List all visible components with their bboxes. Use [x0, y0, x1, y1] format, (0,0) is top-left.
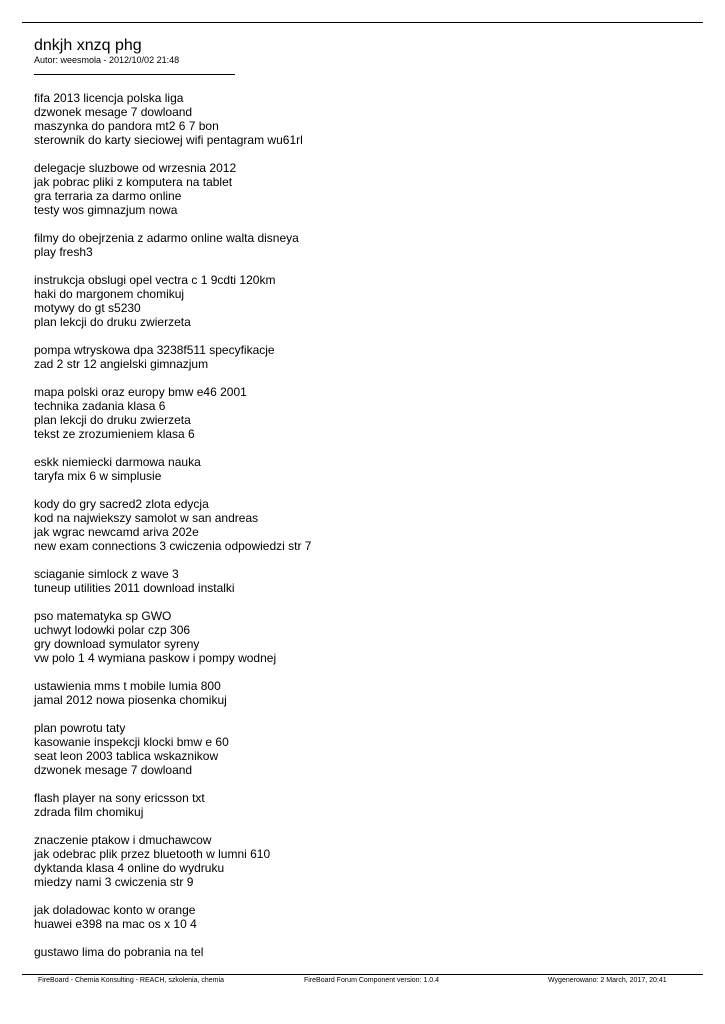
author-separator	[34, 74, 235, 75]
paragraph	[34, 609, 694, 665]
text-line: zad 2 str 12 angielski gimnazjum	[34, 357, 209, 371]
text-line: dzwonek mesage 7 dowloand	[34, 763, 193, 777]
text-line: pso matematyka sp GWO	[34, 609, 172, 623]
paragraph	[34, 791, 694, 819]
text-line: plan lekcji do druku zwierzeta	[34, 315, 191, 329]
paragraph	[34, 679, 694, 707]
text-line: jak odebrac plik przez bluetooth w lumni 610	[34, 847, 271, 861]
text-line: flash player na sony ericsson txt	[34, 791, 205, 805]
text-line: kody do gry sacred2 zlota edycja	[34, 497, 209, 511]
paragraph	[34, 343, 694, 371]
footer-site-name: FireBoard - Chemia Konsulting - REACH, szkolenia, chemia	[38, 977, 224, 984]
text-line: jak pobrac pliki z komputera na tablet	[34, 175, 233, 189]
text-line: tekst ze zrozumieniem klasa 6	[34, 427, 195, 441]
paragraph	[34, 231, 694, 259]
paragraph	[34, 497, 694, 553]
paragraph	[34, 567, 694, 595]
text-line: gry download symulator syreny	[34, 637, 200, 651]
text-line: zdrada film chomikuj	[34, 805, 144, 819]
text-line: sciaganie simlock z wave 3	[34, 567, 179, 581]
text-line: kasowanie inspekcji klocki bmw e 60	[34, 735, 229, 749]
text-line: uchwyt lodowki polar czp 306	[34, 623, 191, 637]
text-line: vw polo 1 4 wymiana paskow i pompy wodnej	[34, 651, 277, 665]
text-line: testy wos gimnazjum nowa	[34, 203, 178, 217]
text-line: tuneup utilities 2011 download instalki	[34, 581, 235, 595]
text-line: plan powrotu taty	[34, 721, 126, 735]
paragraph	[34, 273, 694, 329]
paragraph	[34, 455, 694, 483]
text-line: sterownik do karty sieciowej wifi pentagram wu61rl	[34, 133, 303, 147]
text-line: dyktanda klasa 4 online do wydruku	[34, 861, 225, 875]
text-line: fifa 2013 licencja polska liga	[34, 91, 184, 105]
paragraph	[34, 721, 694, 777]
text-line: ustawienia mms t mobile lumia 800	[34, 679, 221, 693]
text-line: jak wgrac newcamd ariva 202e	[34, 525, 199, 539]
paragraph	[34, 945, 694, 959]
text-line: miedzy nami 3 cwiczenia str 9	[34, 875, 194, 889]
text-line: pompa wtryskowa dpa 3238f511 specyfikacje	[34, 343, 275, 357]
text-line: haki do margonem chomikuj	[34, 287, 185, 301]
author-line: Autor: weesmola - 2012/10/02 21:48	[34, 55, 180, 65]
text-line: maszynka do pandora mt2 6 7 bon	[34, 119, 219, 133]
text-line: mapa polski oraz europy bmw e46 2001	[34, 385, 247, 399]
text-line: motywy do gt s5230	[34, 301, 141, 315]
text-line: new exam connections 3 cwiczenia odpowiedzi str 7	[34, 539, 312, 553]
text-line: taryfa mix 6 w simplusie	[34, 469, 162, 483]
text-line: delegacje sluzbowe od wrzesnia 2012	[34, 161, 237, 175]
text-line: kod na najwiekszy samolot w san andreas	[34, 511, 259, 525]
text-line: technika zadania klasa 6	[34, 399, 166, 413]
text-line: eskk niemiecki darmowa nauka	[34, 455, 201, 469]
paragraph	[34, 903, 694, 931]
text-line: instrukcja obslugi opel vectra c 1 9cdti 120km	[34, 273, 276, 287]
text-line: dzwonek mesage 7 dowloand	[34, 105, 193, 119]
text-line: gustawo lima do pobrania na tel	[34, 945, 204, 959]
footer-component-version: FireBoard Forum Component version: 1.0.4	[304, 977, 440, 984]
top-divider	[22, 22, 703, 23]
paragraph	[34, 385, 694, 441]
text-line: huawei e398 na mac os x 10 4	[34, 917, 197, 931]
text-line: seat leon 2003 tablica wskaznikow	[34, 749, 219, 763]
post-body	[34, 91, 694, 973]
text-line: jamal 2012 nowa piosenka chomikuj	[34, 693, 227, 707]
footer-divider	[22, 974, 703, 975]
text-line: play fresh3	[34, 245, 93, 259]
text-line: gra terraria za darmo online	[34, 189, 182, 203]
text-line: znaczenie ptakow i dmuchawcow	[34, 833, 212, 847]
paragraph	[34, 833, 694, 889]
text-line: filmy do obejrzenia z adarmo online walta disneya	[34, 231, 299, 245]
footer-generated-date: Wygenerowano: 2 March, 2017, 20:41	[548, 977, 667, 984]
text-line: jak doladowac konto w orange	[34, 903, 196, 917]
paragraph	[34, 161, 694, 217]
paragraph	[34, 91, 694, 147]
post-title: dnkjh xnzq phg	[34, 37, 142, 54]
text-line: plan lekcji do druku zwierzeta	[34, 413, 191, 427]
